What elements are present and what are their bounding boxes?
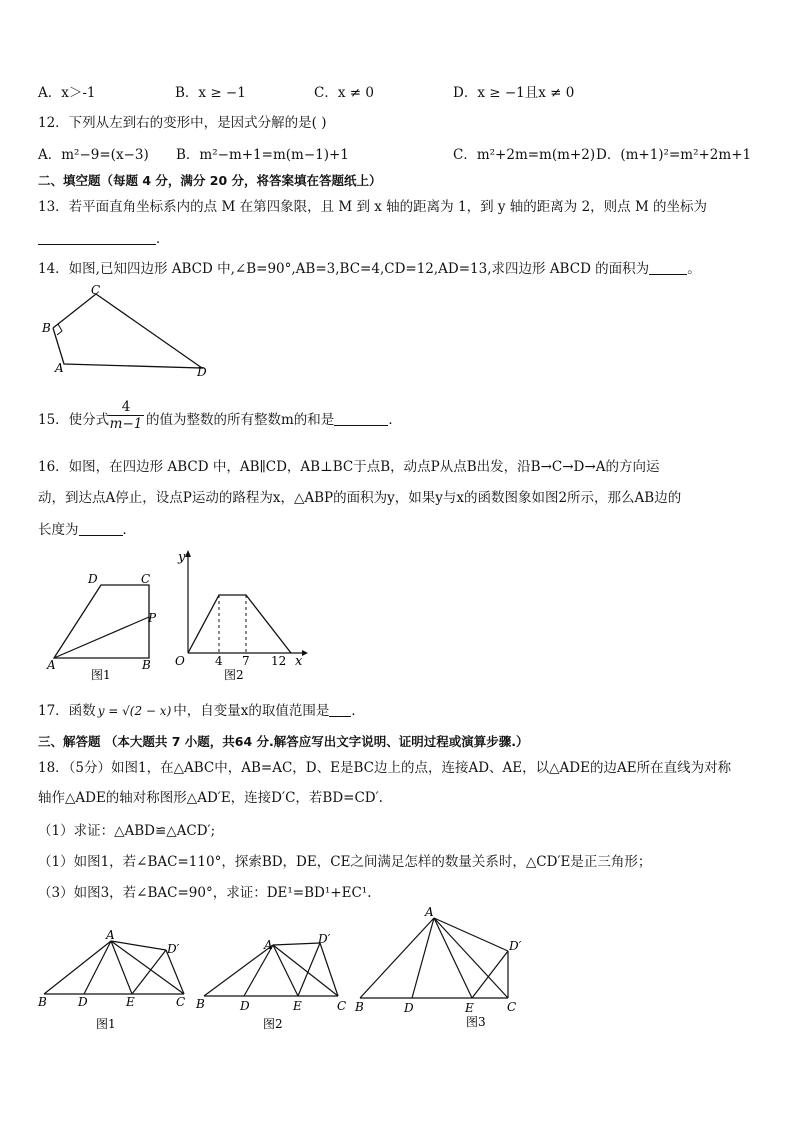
q16-fig2-origin: O xyxy=(175,654,185,668)
q15-stem: 的值为整数的所有整数m的和是 xyxy=(146,412,335,428)
q18-fig1-label-a: A xyxy=(106,928,115,942)
q18-fig2-caption: 图2 xyxy=(263,1017,283,1031)
q18-part-1: （1）求证：△ABD≌△ACD′; xyxy=(38,823,216,839)
q16-fig1-label-p: P xyxy=(148,611,157,625)
q18-figure-3 xyxy=(352,904,542,1034)
q12-stem: 12．下列从左到右的变形中，是因式分解的是( ) xyxy=(38,115,327,131)
q16-end: ． xyxy=(122,522,136,538)
q17-stem-pre: 17．函数 xyxy=(38,703,96,719)
q16-fig1-label-d: D xyxy=(88,572,98,586)
q16-line-2: 动，到达点A停止，设点P运动的路程为x，△ABP的面积为y，如果y与x的函数图象如图2所示，那么AB边的 xyxy=(38,490,682,506)
q17-formula: y = √(2 − x) xyxy=(97,704,172,718)
q14-label-d: D xyxy=(197,365,207,379)
q16-fig2-tick-12: 12 xyxy=(271,654,287,668)
q16-fig1-label-a: A xyxy=(47,658,56,672)
q18-fig2-label-d: D xyxy=(240,999,250,1013)
q18-fig2-label-a: A xyxy=(264,938,273,952)
q17-blank xyxy=(329,702,351,717)
q16-fig1-label-c: C xyxy=(141,572,151,586)
q18-fig1-label-b: B xyxy=(38,995,47,1009)
q18-fig1-label-c: C xyxy=(176,995,186,1009)
q15-end: ． xyxy=(388,412,402,428)
q13-text: 13．若平面直角坐标系内的点 M 在第四象限，且 M 到 x 轴的距离为 1，到 y 轴的距离为 2，则点 M 的坐标为 xyxy=(38,199,708,215)
q16-figure-2-graph xyxy=(172,545,312,685)
q18-fig3-label-c: C xyxy=(507,1000,517,1014)
q18-line-2: 轴作△ADE的轴对称图形△AD′E，连接D′C，若BD=CD′. xyxy=(38,790,383,806)
q14-label-b: B xyxy=(42,321,51,335)
q16-fig2-y-label: y xyxy=(178,550,186,565)
q11-option-a: A．x＞-1 xyxy=(38,85,96,101)
q13-answer-line xyxy=(38,230,170,248)
q18-figure-1 xyxy=(36,930,196,1050)
q12-option-a: A．m²−9=(x−3) xyxy=(38,147,149,163)
q18-fig1-label-d-prime: D′ xyxy=(167,942,180,956)
q18-fig2-label-c: C xyxy=(337,999,347,1013)
q16-fig2-tick-4: 4 xyxy=(215,654,223,668)
q16-stem-end: 长度为 xyxy=(38,522,79,538)
q14-label-c: C xyxy=(91,283,101,297)
q16-figure-1 xyxy=(44,572,174,682)
q18-fig3-caption: 图3 xyxy=(466,1015,486,1029)
q15-blank xyxy=(334,411,388,426)
q12-option-b: B．m²−m+1=m(m−1)+1 xyxy=(176,147,349,163)
q14-end: 。 xyxy=(687,261,701,277)
q18-fig1-label-d: D xyxy=(78,995,88,1009)
q18-fig3-label-b: B xyxy=(355,1000,364,1014)
q13-blank xyxy=(38,230,156,245)
section-2-heading: 二、填空题（每题 4 分，满分 20 分，将答案填在答题纸上） xyxy=(38,173,382,188)
section-3-heading: 三、解答题 （本大题共 7 小题，共64 分.解答应写出文字说明、证明过程或演算步骤.） xyxy=(38,734,529,749)
q18-fig2-label-e: E xyxy=(293,999,302,1013)
q14-text xyxy=(38,260,701,278)
q18-figure-2 xyxy=(196,930,356,1050)
q16-fig2-x-label: x xyxy=(295,654,303,669)
q17-end: ． xyxy=(351,703,365,719)
q17-text xyxy=(38,702,365,720)
q18-fig1-label-e: E xyxy=(126,995,135,1009)
q13-end: ． xyxy=(156,231,170,247)
q18-part-2: （1）如图1，若∠BAC=110°，探索BD，DE，CE之间满足怎样的数量关系时，△CD′E是正三角形； xyxy=(38,854,652,870)
q16-line-1: 16．如图，在四边形 ABCD 中，AB∥CD，AB⊥BC于点B，动点P从点B出发，沿B→C→D→A的方向运 xyxy=(38,459,660,475)
q15-text-post xyxy=(146,411,402,429)
q18-fig1-caption: 图1 xyxy=(96,1017,116,1031)
q18-fig3-label-e: E xyxy=(465,1001,474,1015)
q12-option-d: D．(m+1)²=m²+2m+1 xyxy=(596,147,752,163)
q16-blank xyxy=(79,521,123,536)
q18-fig3-label-d: D xyxy=(404,1001,414,1015)
q16-line-3 xyxy=(38,521,136,539)
q11-option-c: C．x ≠ 0 xyxy=(314,85,374,101)
q16-fig2-caption: 图2 xyxy=(224,668,244,682)
q11-option-b: B．x ≥ −1 xyxy=(175,85,246,101)
q15-numerator: 4 xyxy=(121,399,131,415)
q18-fig3-label-a: A xyxy=(425,905,434,919)
q18-line-1: 18．（5分）如图1，在△ABC中，AB=AC，D、E是BC边上的点，连接AD、AE，以△ADE的边AE所在直线为对称 xyxy=(38,760,732,776)
q18-fig2-label-b: B xyxy=(196,997,205,1011)
q14-quadrilateral-figure xyxy=(36,284,216,384)
q16-fig1-label-b: B xyxy=(142,658,151,672)
q16-fig1-caption: 图1 xyxy=(91,668,111,682)
q15-denominator: m−1 xyxy=(109,416,143,432)
q15-text-pre: 15．使分式 xyxy=(38,412,110,428)
q14-label-a: A xyxy=(55,361,64,375)
q12-option-c: C．m²+2m=m(m+2) xyxy=(453,147,596,163)
q14-stem: 14．如图,已知四边形 ABCD 中,∠B=90°,AB=3,BC=4,CD=12,AD=13,求四边形 ABCD 的面积为 xyxy=(38,261,650,277)
q15-fraction xyxy=(108,400,144,431)
q17-stem-post: 中，自变量x的取值范围是 xyxy=(173,703,330,719)
q16-fig2-tick-7: 7 xyxy=(242,654,250,668)
q18-part-3: （3）如图3，若∠BAC=90°，求证：DE¹=BD¹+EC¹. xyxy=(38,885,372,901)
q18-fig2-label-d-prime: D′ xyxy=(318,932,331,946)
q18-fig3-label-d-prime: D′ xyxy=(509,939,522,953)
q11-option-d: D．x ≥ −1且x ≠ 0 xyxy=(453,85,575,101)
q14-blank xyxy=(649,260,687,275)
